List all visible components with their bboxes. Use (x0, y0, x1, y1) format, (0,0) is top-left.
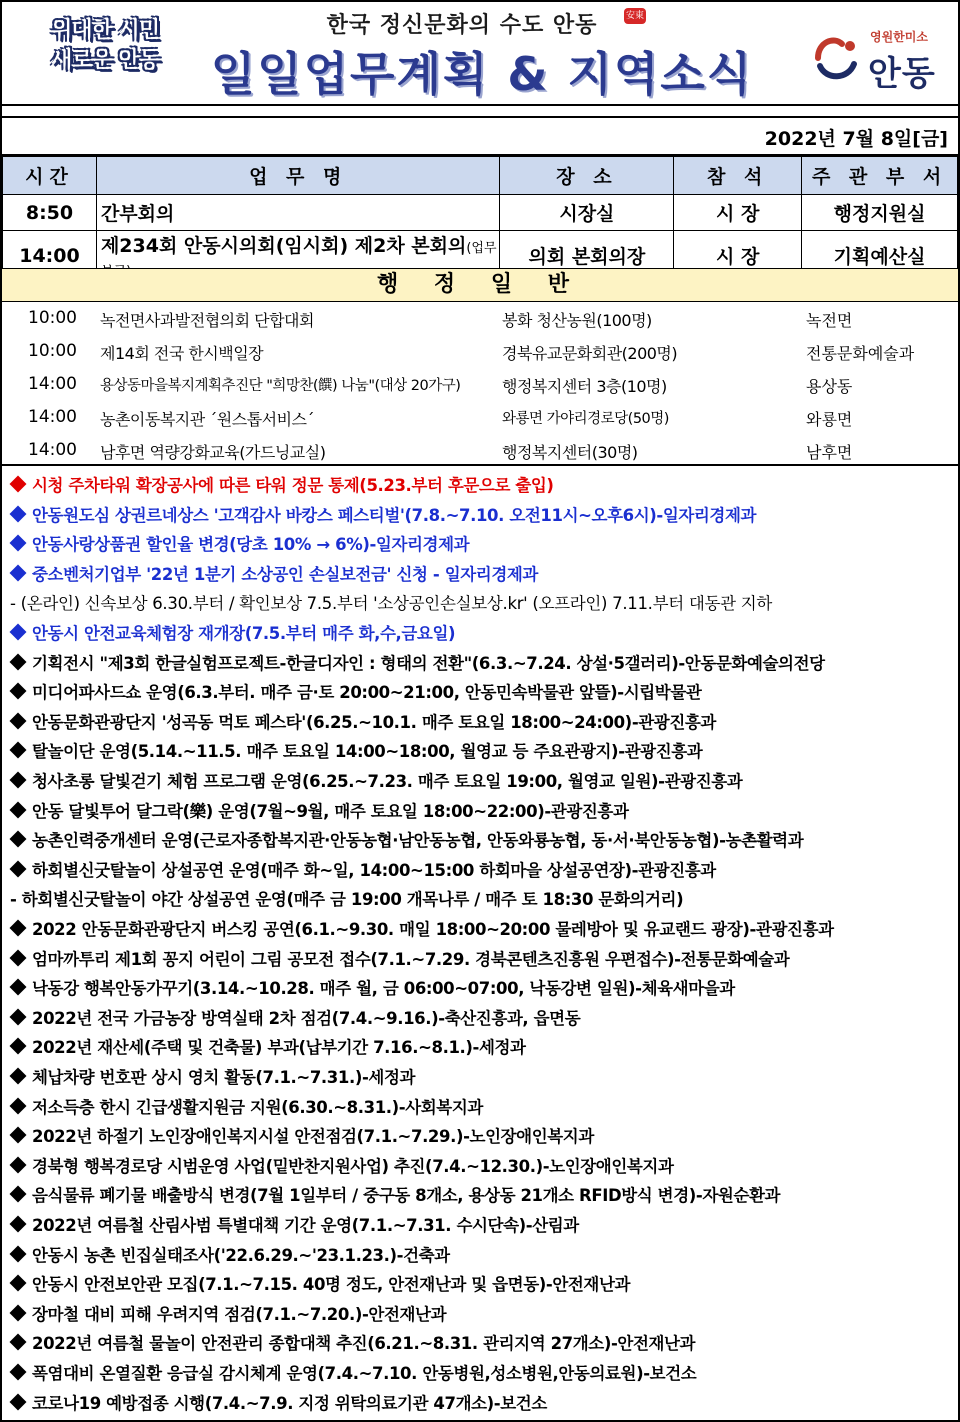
notice-text: 2022 안동문화관광단지 버스킹 공연(6.1.~9.30. 매일 18:00~20:00 물레방아 및 유교랜드 광장)-관광진흥과 (32, 920, 834, 939)
notice-item (10, 1301, 446, 1329)
date-row (2, 118, 958, 156)
notice-text: 안동시 안전교육체험장 재개장(7.5.부터 매주 화,수,금요일) (32, 624, 456, 643)
notice-text: 탈놀이단 운영(5.14.~11.5. 매주 토요일 14:00~18:00, 월영교 등 주요관광지)-관광진흥과 (32, 742, 703, 762)
notice-text: 경북형 행복경로당 시범운영 사업(밑반찬지원사업) 추진(7.4.~12.30.)-노인장애인복지과 (32, 1156, 674, 1176)
diamond-bullet-icon (10, 860, 27, 877)
diamond-bullet-icon (10, 772, 27, 789)
diamond-bullet-icon (10, 564, 27, 581)
schedule-place: 의회 본회의장 (500, 231, 674, 281)
notice-item (10, 502, 756, 530)
schedule-attend: 시 장 (674, 195, 802, 231)
col-header-attend: 참 석 (674, 157, 802, 195)
notice-text: 안동문화관광단지 '성곡동 먹토 페스타'(6.25.~10.1. 매주 토요일 18:00~24:00)-관광진흥과 (32, 712, 716, 732)
notice-item (10, 946, 789, 974)
admin-row (2, 335, 958, 368)
notice-item (10, 590, 772, 618)
col-header-dept: 주 관 부 서 (802, 157, 958, 195)
admin-row (2, 302, 958, 335)
admin-dept: 와룡면 (806, 410, 853, 429)
logo-name: 안동 (868, 54, 936, 94)
diamond-bullet-icon (10, 476, 27, 493)
notice-item (10, 1182, 780, 1210)
diamond-bullet-icon (10, 1245, 27, 1262)
notice-text: 2022년 하절기 노인장애인복지시설 안전점검(7.1.~7.29.)-노인장애인복지과 (32, 1127, 594, 1147)
diamond-bullet-icon (10, 1156, 27, 1173)
notice-text: - 하회별신굿탈놀이 야간 상설공연 운영(매주 금 19:00 개목나루 / 매주 토 18:30 문화의거리) (10, 890, 684, 910)
col-header-task: 업 무 명 (96, 157, 500, 195)
diamond-bullet-icon (10, 535, 27, 552)
schedule-header-row (3, 157, 958, 195)
admin-list (2, 302, 958, 466)
notice-text: 중소벤처기업부 '22년 1분기 소상공인 손실보전금' 신청 - 일자리경제과 (32, 564, 538, 584)
notice-item (10, 1034, 526, 1062)
slogan-line-2: 새로운 안동 (51, 48, 159, 73)
notice-text: - (온라인) 신속보상 6.30.부터 / 확인보상 7.5.부터 '소상공인손실보상.kr' (오프라인) 7.11.부터 대동관 지하 (10, 594, 772, 614)
admin-name: 녹전면사과발전협의회 단합대회 (100, 311, 314, 330)
notice-text: 폭염대비 온열질환 응급실 감시체계 운영(7.4.~7.10. 안동병원,성소병원,안동의료원)-보건소 (32, 1364, 697, 1383)
notice-item (10, 1271, 630, 1299)
schedule-time: 14:00 (3, 231, 97, 281)
notice-item (10, 1123, 594, 1151)
diamond-bullet-icon (10, 1038, 27, 1055)
admin-name: 남후면 역량강화교육(가드닝교실) (100, 443, 326, 462)
page-header (2, 2, 958, 106)
admin-place: 봉화 청산농원(100명) (502, 311, 652, 330)
schedule-time: 8:50 (3, 195, 97, 231)
slogan-line-1: 위대한 시민 (51, 18, 159, 43)
notice-item (10, 650, 825, 678)
notice-text: 2022년 전국 가금농장 방역실태 2차 점검(7.4.~9.16.)-축산진흥과, 읍면동 (32, 1008, 581, 1028)
schedule-row (3, 195, 958, 231)
diamond-bullet-icon (10, 979, 27, 996)
notice-item (10, 531, 469, 559)
schedule-task-note: (업무 (466, 241, 497, 256)
page-title: 일일업무계획 & 지역소식 (210, 47, 754, 101)
schedule-attend: 시 장 (674, 231, 802, 281)
diamond-bullet-icon (10, 1304, 27, 1321)
admin-dept: 전통문화예술과 (806, 344, 915, 363)
notice-text: 낙동강 행복안동가꾸기(3.14.~10.28. 매주 월, 금 06:00~07:00, 낙동강변 일원)-체육새마을과 (32, 979, 735, 999)
notice-item (10, 975, 735, 1003)
notice-text: 하회별신굿탈놀이 상설공연 운영(매주 화~일, 14:00~15:00 하회마을 상설공연장)-관광진흥과 (32, 860, 716, 880)
diamond-bullet-icon (10, 1393, 27, 1410)
col-header-time: 시간 (3, 157, 97, 195)
diamond-bullet-icon (10, 920, 27, 937)
notice-item (10, 1390, 547, 1418)
diamond-bullet-icon (10, 683, 27, 700)
notice-item (10, 709, 716, 737)
admin-name: 제14회 전국 한시백일장 (100, 344, 264, 363)
admin-row (2, 368, 958, 401)
notice-item (10, 1330, 695, 1358)
notice-text: 체납차량 번호판 상시 영치 활동(7.1.~7.31.)-세정과 (32, 1068, 416, 1087)
notice-item (10, 561, 538, 589)
notice-text: 저소득층 한시 긴급생활지원금 지원(6.30.~8.31.)-사회복지과 (32, 1097, 483, 1117)
city-logo (808, 24, 948, 94)
diamond-bullet-icon (10, 505, 27, 522)
notice-item (10, 798, 629, 826)
col-header-place: 장 소 (500, 157, 674, 195)
notice-item (10, 679, 701, 707)
admin-place: 행정복지센터(30명) (502, 443, 638, 462)
diamond-bullet-icon (10, 949, 27, 966)
diamond-bullet-icon (10, 1008, 27, 1025)
admin-place: 와룡면 가야리경로당(50명) (502, 411, 669, 427)
notice-text: 장마철 대비 피해 우려지역 점검(7.1.~7.20.)-안전재난과 (32, 1304, 447, 1324)
schedule-dept: 기획예산실 (802, 231, 958, 281)
logo-mark-icon (808, 28, 864, 84)
notice-item (10, 738, 702, 766)
notice-text: 미디어파사드쇼 운영(6.3.부터. 매주 금·토 20:00~21:00, 안동민속박물관 앞뜰)-시립박물관 (32, 683, 702, 703)
notice-item (10, 886, 683, 914)
diamond-bullet-icon (10, 1275, 27, 1292)
diamond-bullet-icon (10, 1186, 27, 1203)
notice-text: 기획전시 "제3회 한글실험프로젝트-한글디자인 : 형태의 전환"(6.3.~7.24. 상설·5갤러리)-안동문화예술의전당 (32, 653, 825, 673)
slogan (20, 16, 190, 88)
admin-time: 14:00 (28, 407, 77, 427)
admin-time: 10:00 (28, 341, 77, 361)
admin-time: 14:00 (28, 374, 77, 394)
notice-item (10, 1360, 696, 1388)
notice-text: 2022년 재산세(주택 및 건축물) 부과(납부기간 7.16.~8.1.)-세정과 (32, 1038, 526, 1058)
notice-text: 안동 달빛투어 달그락(樂) 운영(7월~9월, 매주 토요일 18:00~22:00)-관광진흥과 (32, 801, 629, 821)
admin-dept: 녹전면 (806, 311, 853, 330)
schedule-dept: 행정지원실 (802, 195, 958, 231)
admin-row (2, 401, 958, 434)
notice-text: 음식물류 폐기물 배출방식 변경(7월 1일부터 / 중구동 8개소, 용상동 21개소 RFID방식 변경)-자원순환과 (32, 1186, 781, 1206)
schedule-place: 시장실 (500, 195, 674, 231)
diamond-bullet-icon (10, 1068, 27, 1085)
notice-item (10, 620, 455, 648)
admin-dept: 용상동 (806, 377, 853, 396)
notice-text: 안동사랑상품권 할인율 변경(당초 10% → 6%)-일자리경제과 (32, 535, 470, 555)
notice-item (10, 1153, 673, 1181)
logo-tagline: 영원한미소 (870, 30, 928, 44)
schedule-table (2, 156, 958, 281)
notice-item (10, 827, 803, 855)
diamond-bullet-icon (10, 1216, 27, 1233)
diamond-bullet-icon (10, 801, 27, 818)
notice-text: 2022년 여름철 산림사범 특별대책 기간 운영(7.1.~7.31. 수시단속)-산림과 (32, 1216, 579, 1235)
notice-text: 농촌인력중개센터 운영(근로자종합복지관·안동농협·남안동농협, 안동와룡농협, 동·서·북안동농협)-농촌활력과 (32, 831, 804, 851)
admin-row (2, 434, 958, 467)
diamond-bullet-icon (10, 1334, 27, 1351)
schedule-task (96, 195, 500, 231)
admin-place: 경북유교문화회관(200명) (502, 344, 678, 363)
admin-section-title: 행 정 일 반 (2, 268, 958, 302)
notice-item (10, 916, 834, 944)
notice-text: 2022년 여름철 물놀이 안전관리 종합대책 추진(6.21.~8.31. 관리지역 27개소)-안전재난과 (32, 1334, 696, 1354)
notice-text: 청사초롱 달빛걷기 체험 프로그램 운영(6.25.~7.23. 매주 토요일 19:00, 월영교 일원)-관광진흥과 (32, 772, 743, 791)
notice-item (10, 1094, 483, 1122)
schedule-task-name: 제234회 안동시의회(임시회) 제2차 본회의 (100, 235, 467, 257)
diamond-bullet-icon (10, 653, 27, 670)
admin-place: 행정복지센터 3층(10명) (502, 377, 667, 396)
notice-text: 코로나19 예방접종 시행(7.4.~7.9. 지정 위탁의료기관 47개소)-보건소 (32, 1393, 547, 1413)
notice-text: 안동원도심 상권르네상스 '고객감사 바캉스 페스티벌'(7.8.~7.10. 오전11시~오후6시)-일자리경제과 (32, 505, 757, 525)
notice-item (10, 1242, 450, 1270)
seal-stamp: 安東 (624, 8, 646, 24)
admin-dept: 남후면 (806, 443, 853, 462)
notice-item (10, 1005, 580, 1033)
header-divider (2, 106, 958, 118)
notice-text: 안동시 안전보안관 모집(7.1.~7.15. 40명 정도, 안전재난과 및 읍면동)-안전재난과 (32, 1275, 631, 1295)
schedule-task-name: 간부회의 (100, 203, 175, 225)
admin-time: 14:00 (28, 440, 77, 460)
notice-item (10, 768, 742, 796)
diamond-bullet-icon (10, 1127, 27, 1144)
admin-name: 용상동마을복지계획추진단 "희망찬(饌) 나눔"(대상 20가구) (100, 378, 461, 394)
diamond-bullet-icon (10, 624, 27, 641)
diamond-bullet-icon (10, 1364, 27, 1381)
notice-item (10, 472, 554, 500)
diamond-bullet-icon (10, 1097, 27, 1114)
report-date: 2022년 7월 8일[금] (764, 128, 948, 150)
diamond-bullet-icon (10, 742, 27, 759)
notice-text: 엄마까투리 제1회 꽁지 어린이 그림 공모전 접수(7.1.~7.29. 경북콘텐츠진흥원 우편접수)-전통문화예술과 (32, 949, 790, 969)
admin-name: 농촌이동복지관 ´원스톱서비스´ (100, 410, 315, 429)
notice-item (10, 1064, 415, 1092)
diamond-bullet-icon (10, 831, 27, 848)
header-subtitle: 한국 정신문화의 수도 안동 (326, 13, 598, 38)
admin-time: 10:00 (28, 308, 77, 328)
notice-item (10, 1212, 579, 1240)
notice-text: 안동시 농촌 빈집실태조사('22.6.29.~'23.1.23.)-건축과 (32, 1245, 450, 1265)
diamond-bullet-icon (10, 712, 27, 729)
notice-text: 시청 주차타워 확장공사에 따른 타워 정문 통제(5.23.부터 후문으로 출입) (32, 476, 554, 495)
notice-item (10, 857, 716, 885)
